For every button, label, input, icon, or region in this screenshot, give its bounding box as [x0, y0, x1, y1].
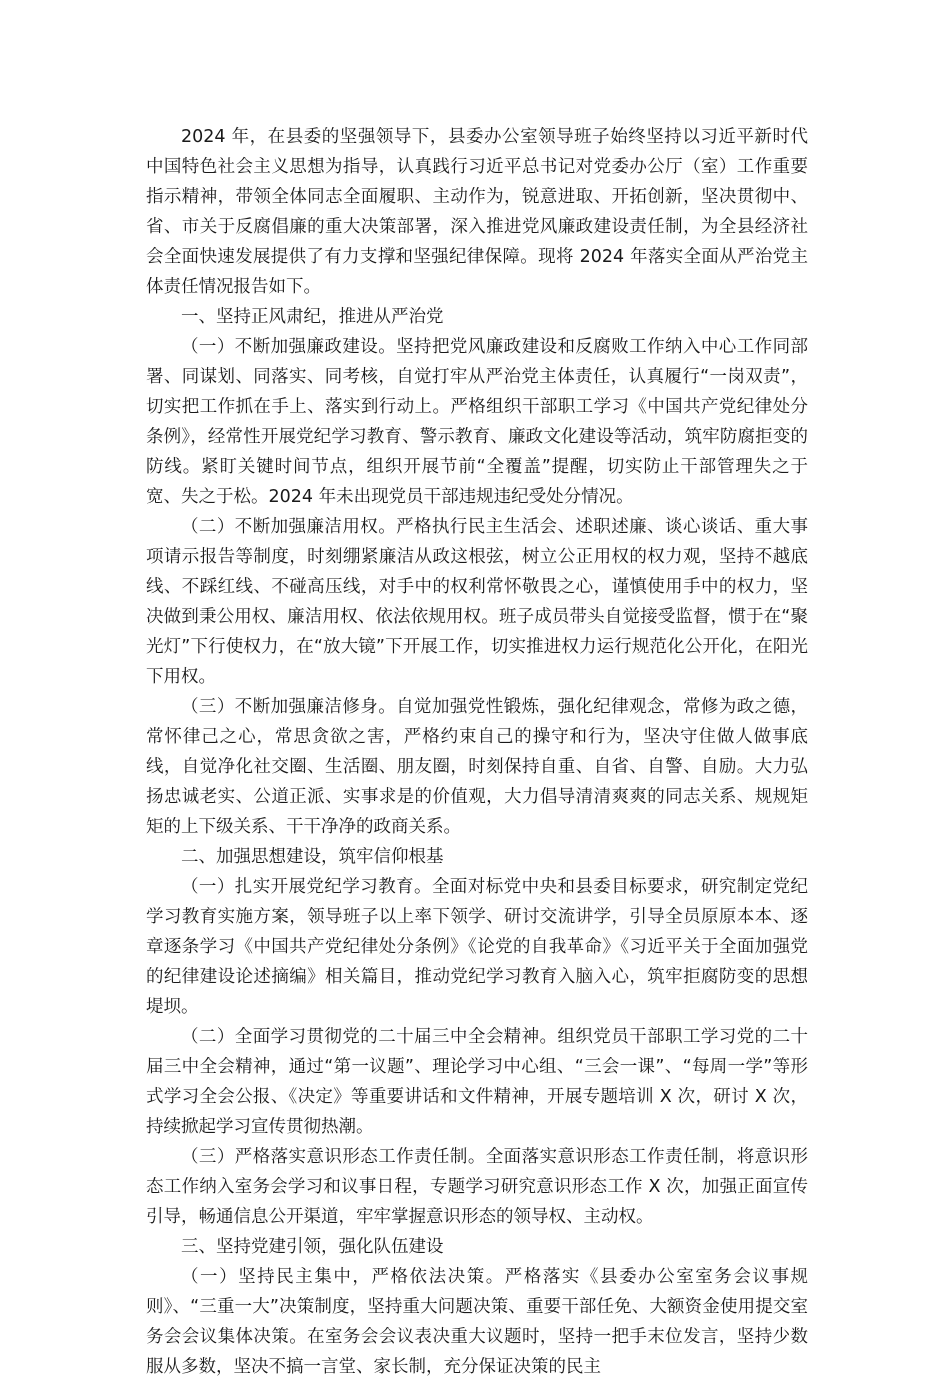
section-heading-2: 二、加强思想建设，筑牢信仰根基	[181, 847, 444, 867]
intro-paragraph: 2024 年，在县委的坚强领导下，县委办公室领导班子始终坚持以习近平新时代中国特色社会主义思想为指导，认真践行习近平总书记对党委办公厅（室）工作重要指示精神，带领全体同志全面履职、主动作为，锐意进取、开拓创新，坚决贯彻中、省、市关于反腐倡廉的重大决策部署，深入推进党风廉政建设责任制，为全县经济社会全面快速发展提供了有力支撑和坚强纪律保障。现将 2024 年落实全面从严治党主体责任情况报告如下。	[146, 127, 808, 297]
document-body	[146, 122, 808, 1382]
paragraph-3-1: （一）坚持民主集中，严格依法决策。严格落实《县委办公室室务会议事规则》、“三重一大”决策制度，坚持重大问题决策、重要干部任免、大额资金使用提交室务会会议集体决策。在室务会会议表决重大议题时，坚持一把手末位发言，坚持少数服从多数，坚决不搞一言堂、家长制，充分保证决策的民主	[146, 1267, 808, 1377]
paragraph-1-1: （一）不断加强廉政建设。坚持把党风廉政建设和反腐败工作纳入中心工作同部署、同谋划、同落实、同考核，自觉打牢从严治党主体责任，认真履行“一岗双责”，切实把工作抓在手上、落实到行动上。严格组织干部职工学习《中国共产党纪律处分条例》，经常性开展党纪学习教育、警示教育、廉政文化建设等活动，筑牢防腐拒变的防线。紧盯关键时间节点，组织开展节前“全覆盖”提醒，切实防止干部管理失之于宽、失之于松。2024 年未出现党员干部违规违纪受处分情况。	[146, 337, 808, 507]
section-heading-3: 三、坚持党建引领，强化队伍建设	[181, 1237, 444, 1257]
paragraph-2-1: （一）扎实开展党纪学习教育。全面对标党中央和县委目标要求，研究制定党纪学习教育实施方案，领导班子以上率下领学、研讨交流讲学，引导全员原原本本、逐章逐条学习《中国共产党纪律处分条例》《论党的自我革命》《习近平关于全面加强党的纪律建设论述摘编》相关篇目，推动党纪学习教育入脑入心，筑牢拒腐防变的思想堤坝。	[146, 877, 808, 1017]
paragraph-2-2: （二）全面学习贯彻党的二十届三中全会精神。组织党员干部职工学习党的二十届三中全会精神，通过“第一议题”、理论学习中心组、“三会一课”、“每周一学”等形式学习全会公报、《决定》等重要讲话和文件精神，开展专题培训 X 次，研讨 X 次，持续掀起学习宣传贯彻热潮。	[146, 1027, 808, 1137]
paragraph-1-2: （二）不断加强廉洁用权。严格执行民主生活会、述职述廉、谈心谈话、重大事项请示报告等制度，时刻绷紧廉洁从政这根弦，树立公正用权的权力观，坚持不越底线、不踩红线、不碰高压线，对手中的权利常怀敬畏之心，谨慎使用手中的权力，坚决做到秉公用权、廉洁用权、依法依规用权。班子成员带头自觉接受监督，惯于在“聚光灯”下行使权力，在“放大镜”下开展工作，切实推进权力运行规范化公开化，在阳光下用权。	[146, 517, 808, 687]
section-heading-1: 一、坚持正风肃纪，推进从严治党	[181, 307, 444, 327]
paragraph-1-3: （三）不断加强廉洁修身。自觉加强党性锻炼，强化纪律观念，常修为政之德，常怀律己之心，常思贪欲之害，严格约束自己的操守和行为，坚决守住做人做事底线，自觉净化社交圈、生活圈、朋友圈，时刻保持自重、自省、自警、自励。大力弘扬忠诚老实、公道正派、实事求是的价值观，大力倡导清清爽爽的同志关系、规规矩矩的上下级关系、干干净净的政商关系。	[146, 697, 808, 837]
paragraph-2-3: （三）严格落实意识形态工作责任制。全面落实意识形态工作责任制，将意识形态工作纳入室务会学习和议事日程，专题学习研究意识形态工作 X 次，加强正面宣传引导，畅通信息公开渠道，牢牢掌握意识形态的领导权、主动权。	[146, 1147, 808, 1227]
